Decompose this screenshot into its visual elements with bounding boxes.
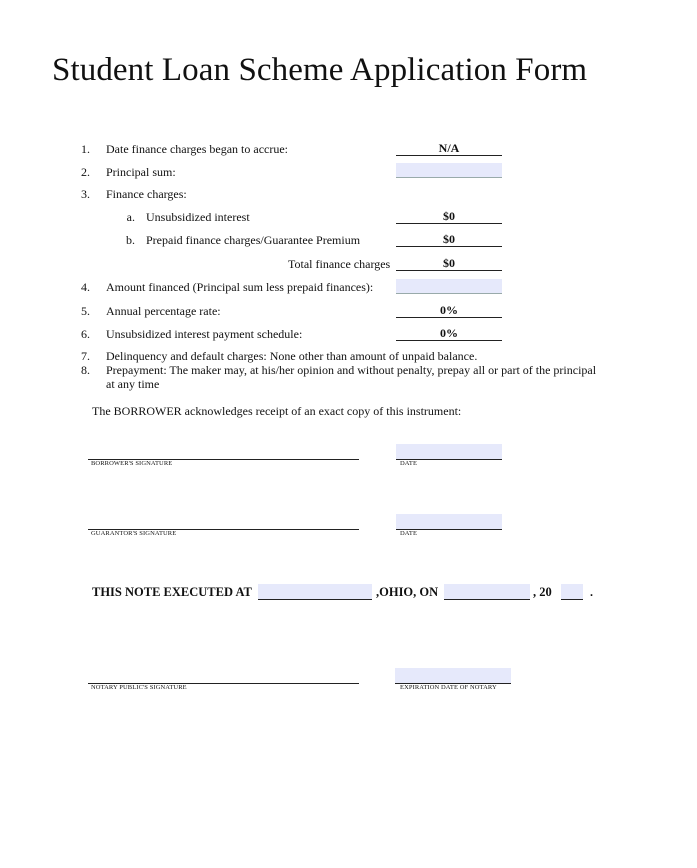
total-finance-value: $0 <box>443 256 455 270</box>
borrower-date-field[interactable] <box>396 444 502 459</box>
item-3-number: 3. <box>81 187 90 201</box>
item-3-label: Finance charges: <box>106 187 187 201</box>
executed-date-line <box>444 599 530 600</box>
executed-location-line <box>258 599 372 600</box>
item-3a-underline <box>396 223 502 224</box>
item-3a-value: $0 <box>443 209 455 223</box>
item-8-number: 8. <box>81 363 90 377</box>
executed-year-field[interactable] <box>561 584 583 599</box>
item-3a-number: a. <box>126 210 135 224</box>
item-1-value: N/A <box>438 141 460 155</box>
executed-date-field[interactable] <box>444 584 530 599</box>
item-3b-label: Prepaid finance charges/Guarantee Premium <box>146 233 361 247</box>
item-5-number: 5. <box>81 304 90 318</box>
item-5-label: Annual percentage rate: <box>106 304 221 318</box>
guarantor-date-label: DATE <box>400 530 418 537</box>
item-3a-label: Unsubsidized interest <box>146 210 250 224</box>
item-1-underline <box>396 155 502 156</box>
executed-period: . <box>590 585 593 599</box>
year-prefix-label: , 20 <box>533 585 552 599</box>
amount-financed-input[interactable] <box>396 279 502 293</box>
total-underline <box>396 270 502 271</box>
item-1-label: Date finance charges began to accrue: <box>106 142 289 156</box>
acknowledgement-text: The BORROWER acknowledges receipt of an exact copy of this instrument: <box>92 404 462 418</box>
item-8-label: Prepayment: The maker may, at his/her opinion and without penalty, prepay all or part of the principal at any time <box>106 363 597 391</box>
executed-label: THIS NOTE EXECUTED AT <box>92 585 252 599</box>
principal-sum-input[interactable] <box>396 163 502 177</box>
item-5-value: 0% <box>440 303 458 317</box>
item-4-label: Amount financed (Principal sum less prepaid finances): <box>106 280 374 294</box>
total-finance-label: Total finance charges <box>288 257 391 271</box>
item-6-value: 0% <box>440 326 458 340</box>
ohio-on-label: ,OHIO, ON <box>376 585 439 599</box>
borrower-date-label: DATE <box>400 460 418 467</box>
item-7-number: 7. <box>81 349 90 363</box>
item-7-label: Delinquency and default charges: None other than amount of unpaid balance. <box>106 349 478 363</box>
item-3b-underline <box>396 246 502 247</box>
item-1-number: 1. <box>81 142 90 156</box>
item-2-underline <box>396 177 502 178</box>
item-2-number: 2. <box>81 165 90 179</box>
item-6-underline <box>396 340 502 341</box>
executed-location-field[interactable] <box>258 584 372 599</box>
item-4-number: 4. <box>81 280 90 294</box>
item-3b-value: $0 <box>443 232 455 246</box>
executed-year-line <box>561 599 583 600</box>
borrower-signature-label: BORROWER'S SIGNATURE <box>91 460 173 467</box>
notary-expiration-label: EXPIRATION DATE OF NOTARY <box>400 684 497 691</box>
notary-expiration-field[interactable] <box>395 668 511 683</box>
item-4-underline <box>396 293 502 294</box>
notary-signature-label: NOTARY PUBLIC'S SIGNATURE <box>91 684 187 691</box>
item-6-number: 6. <box>81 327 90 341</box>
item-6-label: Unsubsidized interest payment schedule: <box>106 327 303 341</box>
item-3b-number: b. <box>126 233 135 247</box>
guarantor-date-field[interactable] <box>396 514 502 529</box>
guarantor-signature-label: GUARANTOR'S SIGNATURE <box>91 530 177 537</box>
page-title: Student Loan Scheme Application Form <box>52 52 588 88</box>
item-5-underline <box>396 317 502 318</box>
item-2-label: Principal sum: <box>106 165 176 179</box>
